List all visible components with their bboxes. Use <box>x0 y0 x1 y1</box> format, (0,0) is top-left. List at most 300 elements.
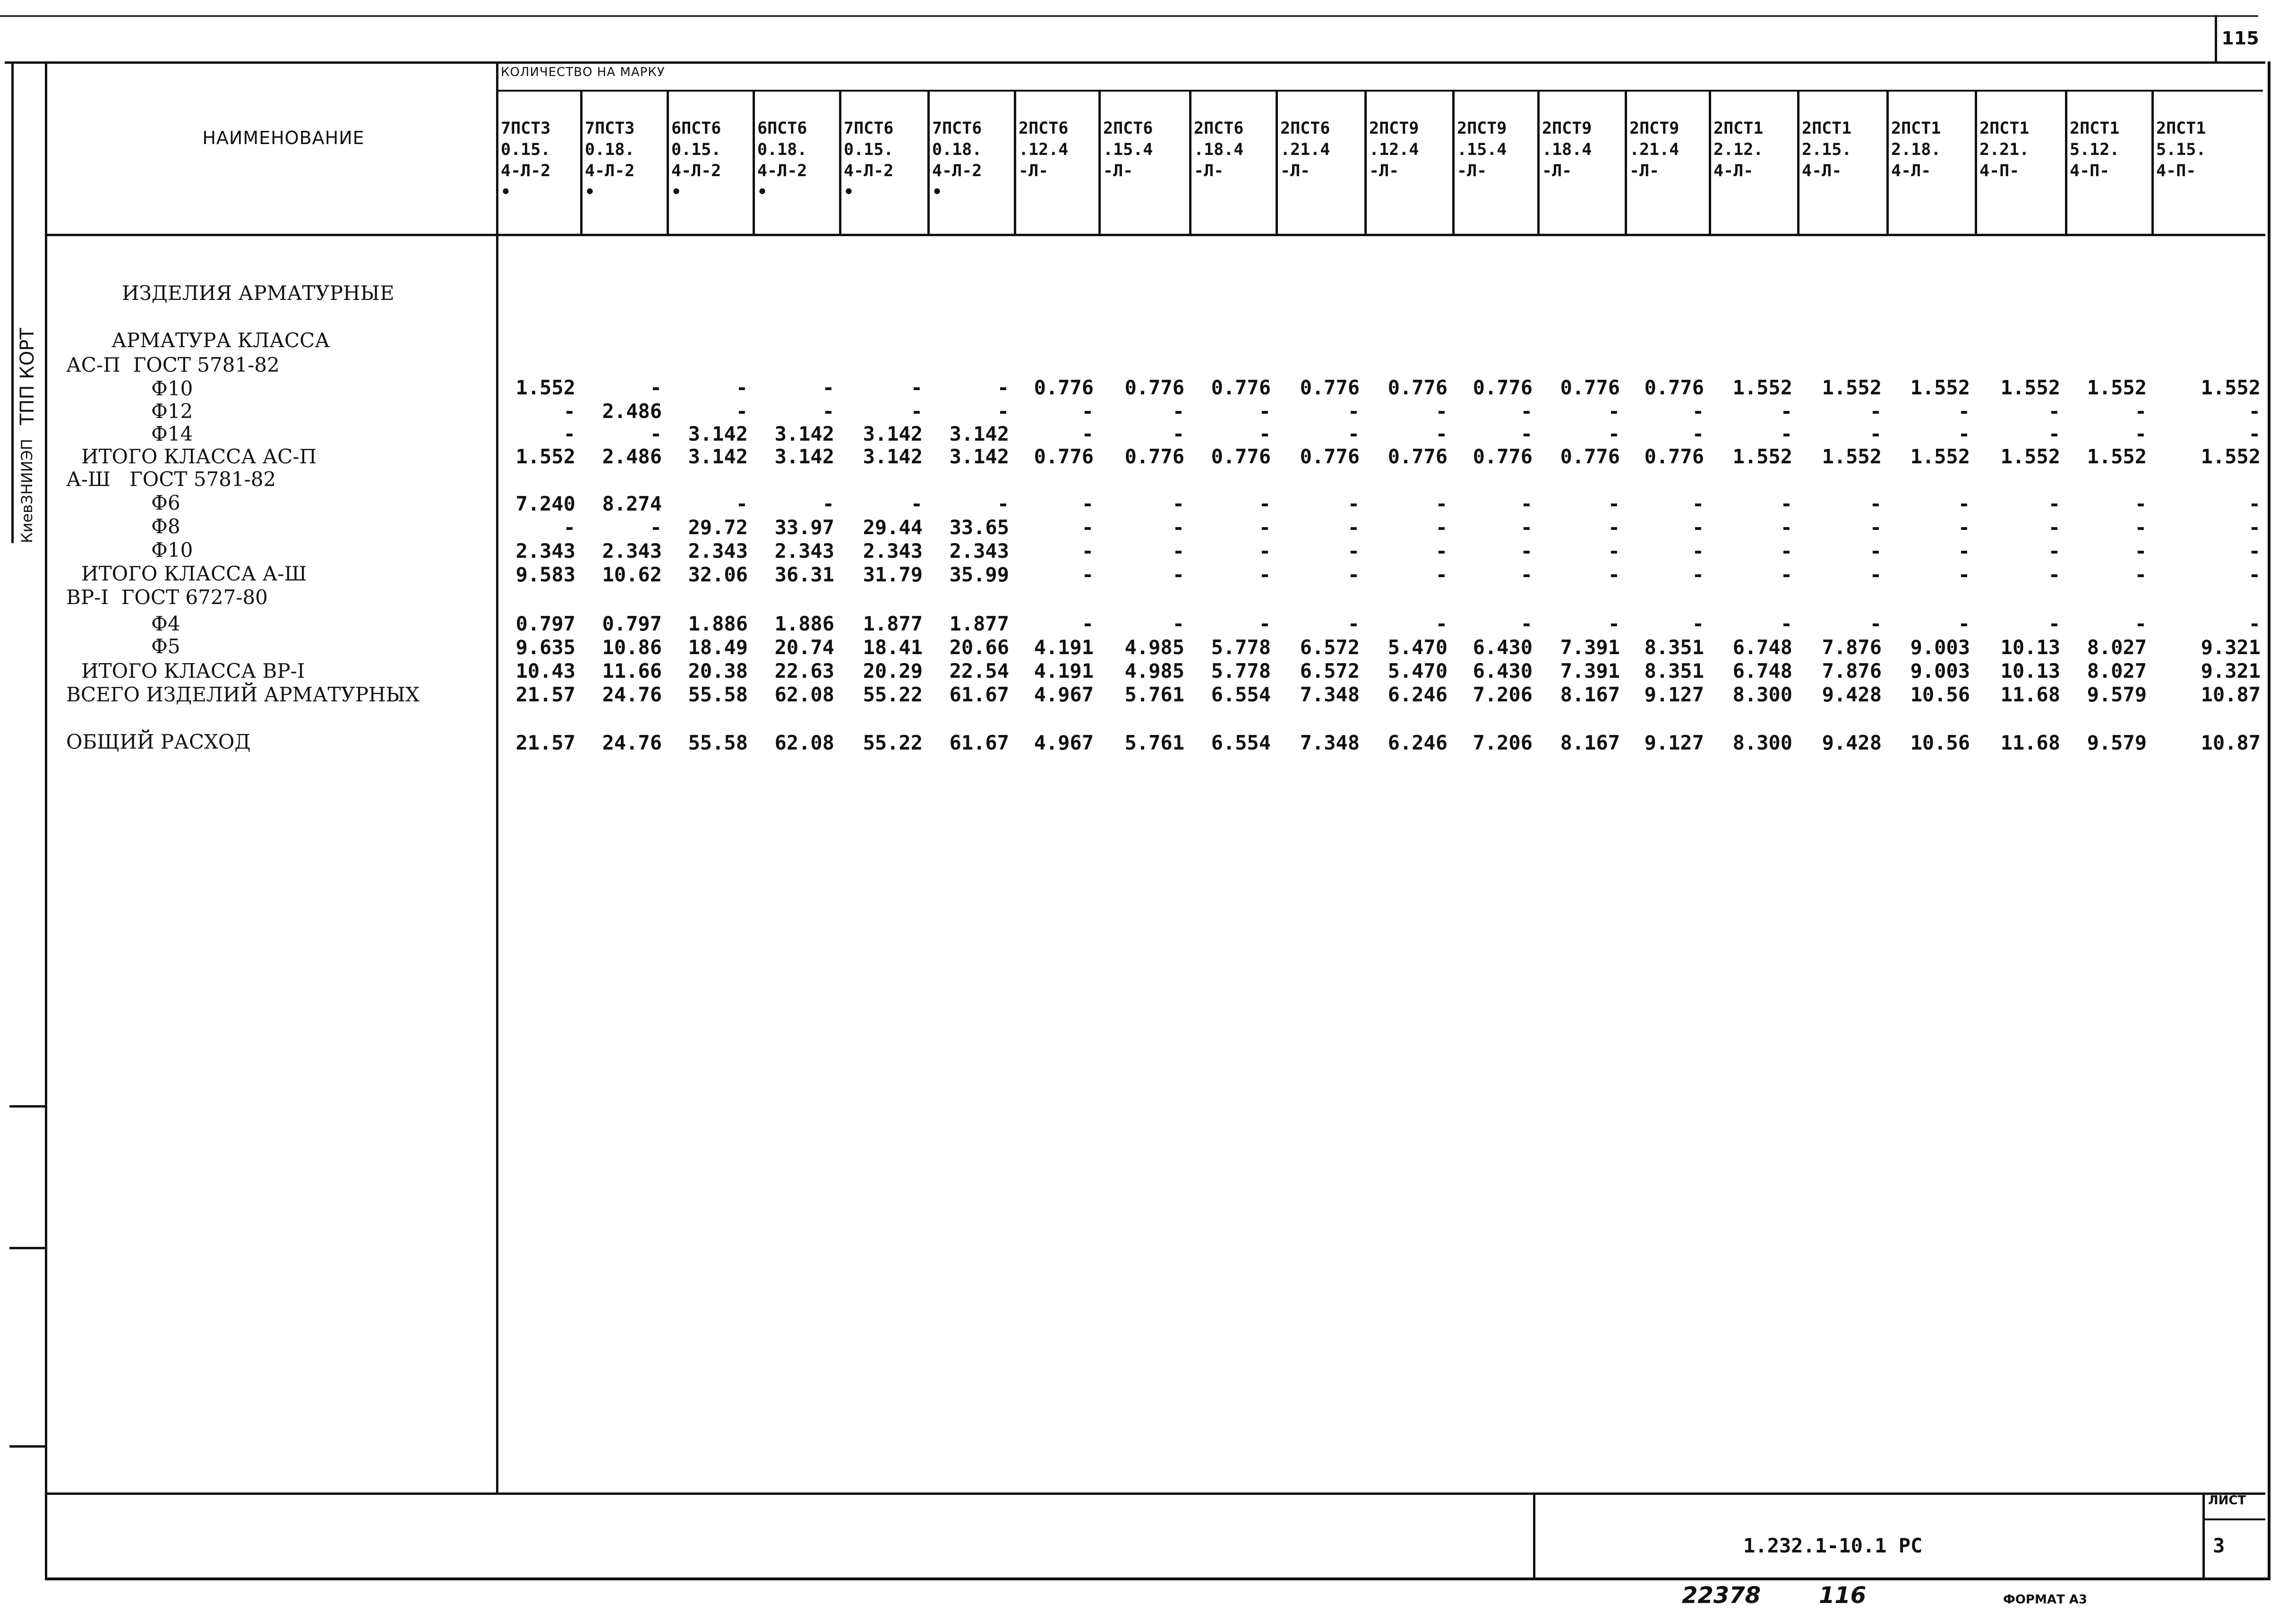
cell-f5: 8.351 <box>1644 636 1704 659</box>
cell-f8: - <box>1608 516 1620 539</box>
column-header: 2ПСТ9 .21.4 -Л- <box>1629 119 1679 180</box>
cell-vsego: 6.246 <box>1388 683 1448 706</box>
side-strip-outer <box>11 61 14 543</box>
cell-f10a: - <box>822 376 834 399</box>
cell-f14: 3.142 <box>688 422 748 445</box>
column-divider <box>2065 90 2067 236</box>
cell-obshiy: 9.127 <box>1644 731 1704 754</box>
column-divider <box>753 90 755 236</box>
cell-itogo_bp1: 9.003 <box>1910 659 1970 682</box>
column-header: 2ПСТ9 .18.4 -Л- <box>1542 119 1592 180</box>
cell-f5: 18.41 <box>863 636 923 659</box>
cell-f8: 33.97 <box>774 516 834 539</box>
label-bp1: ВР-I ГОСТ 6727-80 <box>66 586 268 609</box>
cell-f10a: 0.776 <box>1560 376 1620 399</box>
cell-f14: 3.142 <box>863 422 923 445</box>
cell-f8: - <box>2048 516 2060 539</box>
label-vsego: ВСЕГО ИЗДЕЛИЙ АРМАТУРНЫХ <box>66 683 420 706</box>
column-header: 2ПСТ1 5.15. 4-П- <box>2156 119 2206 180</box>
cell-f10a: 1.552 <box>2201 376 2261 399</box>
label-armclass: АРМАТУРА КЛАССА <box>111 329 330 352</box>
cell-itogo_ac2: 0.776 <box>1388 445 1448 468</box>
cell-f14: - <box>1081 422 1094 445</box>
stamp-top-line <box>45 1492 2265 1495</box>
label-f14: Ф14 <box>151 422 193 445</box>
column-divider <box>927 90 930 236</box>
header-bottom-line <box>45 234 2265 236</box>
cell-itogo_bp1: 4.191 <box>1034 659 1094 682</box>
column-header: 2ПСТ1 2.12. 4-Л- <box>1713 119 1764 180</box>
cell-obshiy: 10.56 <box>1910 731 1970 754</box>
cell-itogo_ac2: 1.552 <box>2000 445 2060 468</box>
cell-f4: - <box>2134 612 2147 635</box>
cell-f10b: 2.343 <box>949 539 1009 563</box>
label-f6: Ф6 <box>151 491 180 514</box>
cell-f6: - <box>2048 492 2060 515</box>
column-divider <box>839 90 841 236</box>
cell-f10a: 1.552 <box>515 376 575 399</box>
cell-f4: - <box>1435 612 1448 635</box>
cell-vsego: 21.57 <box>515 683 575 706</box>
label-f10b: Ф10 <box>151 538 193 562</box>
cell-f4: - <box>1958 612 1970 635</box>
cell-obshiy: 21.57 <box>515 731 575 754</box>
column-divider <box>1886 90 1889 236</box>
cell-f6: - <box>2134 492 2147 515</box>
cell-f6: - <box>1958 492 1970 515</box>
cell-vsego: 9.428 <box>1822 683 1882 706</box>
cell-f5: 18.49 <box>688 636 748 659</box>
cell-f10a: 0.776 <box>1034 376 1094 399</box>
cell-f4: - <box>1780 612 1792 635</box>
cell-f14: - <box>1692 422 1704 445</box>
label-itogo-bp1: ИТОГО КЛАССА ВР-I <box>81 659 305 682</box>
cell-itogo_a3: 35.99 <box>949 563 1009 586</box>
cell-f5: 20.74 <box>774 636 834 659</box>
cell-f4: - <box>2248 612 2261 635</box>
label-ac2: АС-П ГОСТ 5781-82 <box>66 353 280 376</box>
cell-itogo_bp1: 7.876 <box>1822 659 1882 682</box>
cell-vsego: 24.76 <box>602 683 662 706</box>
cell-f10a: - <box>650 376 662 399</box>
column-divider <box>1452 90 1455 236</box>
cell-f12: - <box>1692 400 1704 423</box>
cell-f5: 8.027 <box>2087 636 2147 659</box>
cell-f10a: 0.776 <box>1388 376 1448 399</box>
cell-f14: - <box>650 422 662 445</box>
cell-itogo_bp1: 9.321 <box>2201 659 2261 682</box>
label-a3: А-Ш ГОСТ 5781-82 <box>66 468 276 491</box>
cell-vsego: 7.206 <box>1473 683 1533 706</box>
cell-f10b: - <box>1692 539 1704 563</box>
cell-f10a: 1.552 <box>1732 376 1792 399</box>
cell-f10b: 2.343 <box>863 539 923 563</box>
cell-f5: 7.391 <box>1560 636 1620 659</box>
cell-itogo_a3: - <box>1520 563 1533 586</box>
column-header: 7ПСТ3 0.15. 4-Л-2 • <box>501 119 551 202</box>
cell-itogo_bp1: 8.027 <box>2087 659 2147 682</box>
cell-f10b: - <box>1608 539 1620 563</box>
cell-itogo_bp1: 4.985 <box>1124 659 1184 682</box>
cell-f10a: 1.552 <box>1910 376 1970 399</box>
column-divider <box>1797 90 1799 236</box>
cell-obshiy: 7.348 <box>1300 731 1360 754</box>
cell-f6: - <box>1259 492 1271 515</box>
cell-f8: - <box>650 516 662 539</box>
label-obshiy: ОБЩИЙ РАСХОД <box>66 730 251 753</box>
cell-f10b: - <box>1958 539 1970 563</box>
cell-obshiy: 5.761 <box>1124 731 1184 754</box>
cell-f6: - <box>822 492 834 515</box>
cell-itogo_ac2: 1.552 <box>1822 445 1882 468</box>
cell-f10b: - <box>2134 539 2147 563</box>
cell-f8: - <box>1435 516 1448 539</box>
cell-itogo_a3: 32.06 <box>688 563 748 586</box>
cell-itogo_ac2: 1.552 <box>2201 445 2261 468</box>
side-inst: КиевЗНИИЭП <box>18 439 36 543</box>
cell-f5: 6.748 <box>1732 636 1792 659</box>
column-header: 6ПСТ6 0.15. 4-Л-2 • <box>671 119 721 202</box>
cell-itogo_a3: - <box>1692 563 1704 586</box>
cell-f10a: 0.776 <box>1124 376 1184 399</box>
cell-f8: - <box>1780 516 1792 539</box>
cell-itogo_bp1: 5.470 <box>1388 659 1448 682</box>
cell-itogo_ac2: 3.142 <box>774 445 834 468</box>
cell-f8: - <box>1520 516 1533 539</box>
cell-f14: - <box>1259 422 1271 445</box>
cell-itogo_bp1: 10.13 <box>2000 659 2060 682</box>
left-strip-line <box>45 61 47 1577</box>
cell-itogo_bp1: 7.391 <box>1560 659 1620 682</box>
cell-itogo_a3: - <box>1958 563 1970 586</box>
cell-f12: - <box>1780 400 1792 423</box>
cell-vsego: 55.58 <box>688 683 748 706</box>
cell-f10b: - <box>2048 539 2060 563</box>
cell-f8: - <box>563 516 575 539</box>
cell-f5: 9.003 <box>1910 636 1970 659</box>
cell-f4: 1.877 <box>949 612 1009 635</box>
cell-f8: 29.44 <box>863 516 923 539</box>
cell-f4: - <box>1259 612 1271 635</box>
cell-f5: 10.13 <box>2000 636 2060 659</box>
cell-obshiy: 8.167 <box>1560 731 1620 754</box>
cell-obshiy: 9.428 <box>1822 731 1882 754</box>
cell-f6: - <box>1172 492 1184 515</box>
column-divider <box>1537 90 1540 236</box>
cell-f6: - <box>736 492 748 515</box>
cell-obshiy: 4.967 <box>1034 731 1094 754</box>
column-header: 2ПСТ6 .21.4 -Л- <box>1280 119 1330 180</box>
cell-itogo_ac2: 3.142 <box>949 445 1009 468</box>
cell-f6: - <box>1435 492 1448 515</box>
cell-f14: - <box>1435 422 1448 445</box>
cell-f4: - <box>1520 612 1533 635</box>
cell-f5: 7.876 <box>1822 636 1882 659</box>
label-itogo-ac2: ИТОГО КЛАССА АС-П <box>81 445 317 468</box>
column-header: 2ПСТ6 .15.4 -Л- <box>1103 119 1153 180</box>
cell-f6: 8.274 <box>602 492 662 515</box>
cell-vsego: 7.348 <box>1300 683 1360 706</box>
cell-itogo_bp1: 22.63 <box>774 659 834 682</box>
cell-f14: - <box>1172 422 1184 445</box>
cell-f8: - <box>2134 516 2147 539</box>
cell-itogo_bp1: 6.430 <box>1473 659 1533 682</box>
cell-itogo_bp1: 8.351 <box>1644 659 1704 682</box>
cell-f10b: 2.343 <box>688 539 748 563</box>
label-f5: Ф5 <box>151 635 180 658</box>
cell-f10a: 1.552 <box>2000 376 2060 399</box>
column-divider <box>1189 90 1191 236</box>
column-header: 7ПСТ6 0.15. 4-Л-2 • <box>844 119 894 202</box>
corner-sheet-number: 115 <box>2215 15 2263 64</box>
cell-vsego: 9.127 <box>1644 683 1704 706</box>
cell-f4: 1.877 <box>863 612 923 635</box>
cell-f8: - <box>1259 516 1271 539</box>
cell-f14: - <box>563 422 575 445</box>
cell-f14: 3.142 <box>949 422 1009 445</box>
cell-f10a: 1.552 <box>1822 376 1882 399</box>
cell-f5: 9.635 <box>515 636 575 659</box>
name-col-divider <box>496 61 498 1492</box>
cell-f5: 20.66 <box>949 636 1009 659</box>
cell-f10a: - <box>736 376 748 399</box>
stamp-list-divider <box>2202 1492 2205 1577</box>
cell-obshiy: 8.300 <box>1732 731 1792 754</box>
cell-itogo_bp1: 6.572 <box>1300 659 1360 682</box>
cell-obshiy: 10.87 <box>2201 731 2261 754</box>
cell-vsego: 8.300 <box>1732 683 1792 706</box>
cell-f10b: 2.343 <box>602 539 662 563</box>
cell-f8: - <box>1347 516 1360 539</box>
cell-itogo_a3: - <box>2248 563 2261 586</box>
column-divider <box>1014 90 1016 236</box>
cell-f12: - <box>1608 400 1620 423</box>
cell-itogo_bp1: 20.38 <box>688 659 748 682</box>
cell-f6: - <box>1520 492 1533 515</box>
cell-itogo_a3: - <box>1869 563 1882 586</box>
footer-page-no: 116 <box>1819 1582 1867 1609</box>
cell-vsego: 10.56 <box>1910 683 1970 706</box>
cell-f8: 33.65 <box>949 516 1009 539</box>
column-divider <box>1709 90 1711 236</box>
cell-itogo_ac2: 1.552 <box>1910 445 1970 468</box>
cell-obshiy: 24.76 <box>602 731 662 754</box>
column-header: 2ПСТ9 .12.4 -Л- <box>1369 119 1419 180</box>
cell-itogo_ac2: 0.776 <box>1644 445 1704 468</box>
cell-itogo_bp1: 10.43 <box>515 659 575 682</box>
cell-f10b: - <box>1259 539 1271 563</box>
cell-itogo_ac2: 0.776 <box>1034 445 1094 468</box>
footer-inventory-no: 22378 <box>1682 1582 1761 1609</box>
cell-f4: - <box>1347 612 1360 635</box>
cell-f14: - <box>1347 422 1360 445</box>
cell-f12: - <box>1172 400 1184 423</box>
cell-itogo_a3: - <box>2134 563 2147 586</box>
cell-itogo_bp1: 20.29 <box>863 659 923 682</box>
cell-itogo_ac2: 0.776 <box>1473 445 1533 468</box>
column-header: 2ПСТ1 5.12. 4-П- <box>2070 119 2120 180</box>
cell-f10b: - <box>2248 539 2261 563</box>
column-divider <box>2151 90 2154 236</box>
cell-f10a: 0.776 <box>1473 376 1533 399</box>
cell-f10a: - <box>910 376 923 399</box>
cell-f5: 9.321 <box>2201 636 2261 659</box>
cell-itogo_a3: - <box>1435 563 1448 586</box>
cell-itogo_ac2: 1.552 <box>1732 445 1792 468</box>
label-f12: Ф12 <box>151 400 193 423</box>
column-divider <box>1098 90 1101 236</box>
cell-itogo_a3: - <box>1259 563 1271 586</box>
cell-f6: - <box>1692 492 1704 515</box>
cell-obshiy: 55.58 <box>688 731 748 754</box>
cell-itogo_ac2: 0.776 <box>1560 445 1620 468</box>
stamp-list-number: 3 <box>2213 1534 2225 1557</box>
cell-f5: 10.86 <box>602 636 662 659</box>
cell-f10b: - <box>1869 539 1882 563</box>
column-divider <box>1625 90 1627 236</box>
cell-itogo_a3: - <box>2048 563 2060 586</box>
column-header: 2ПСТ1 2.18. 4-Л- <box>1891 119 1941 180</box>
cell-f8: - <box>1692 516 1704 539</box>
cell-f8: - <box>1081 516 1094 539</box>
cell-vsego: 61.67 <box>949 683 1009 706</box>
cell-vsego: 5.761 <box>1124 683 1184 706</box>
cell-f6: - <box>1347 492 1360 515</box>
header-qty-label: КОЛИЧЕСТВО НА МАРКУ <box>501 65 665 79</box>
cell-f4: 1.886 <box>774 612 834 635</box>
cell-obshiy: 61.67 <box>949 731 1009 754</box>
cell-f12: - <box>563 400 575 423</box>
column-divider <box>580 90 583 236</box>
cell-f12: - <box>1520 400 1533 423</box>
column-divider <box>667 90 669 236</box>
cell-f12: - <box>910 400 923 423</box>
stamp-doc-code: 1.232.1-10.1 РС <box>1743 1534 1923 1557</box>
cell-f4: - <box>1172 612 1184 635</box>
cell-f6: - <box>1869 492 1882 515</box>
cell-itogo_ac2: 0.776 <box>1124 445 1184 468</box>
cell-itogo_ac2: 0.776 <box>1300 445 1360 468</box>
label-f10a: Ф10 <box>151 377 193 400</box>
cell-f12: - <box>1435 400 1448 423</box>
cell-f12: - <box>822 400 834 423</box>
frame-top-line <box>5 61 2265 64</box>
cell-f4: - <box>1869 612 1882 635</box>
cell-f5: 5.470 <box>1388 636 1448 659</box>
cell-f14: - <box>2248 422 2261 445</box>
cell-f14: 3.142 <box>774 422 834 445</box>
cell-f10b: - <box>1172 539 1184 563</box>
cell-vsego: 8.167 <box>1560 683 1620 706</box>
cell-f4: - <box>2048 612 2060 635</box>
cell-obshiy: 9.579 <box>2087 731 2147 754</box>
stamp-divider <box>1533 1492 1535 1577</box>
column-header: 2ПСТ6 .12.4 -Л- <box>1019 119 1069 180</box>
cell-f6: - <box>1081 492 1094 515</box>
column-header: 6ПСТ6 0.18. 4-Л-2 • <box>757 119 807 202</box>
cell-itogo_ac2: 0.776 <box>1211 445 1271 468</box>
top-border <box>0 15 2258 17</box>
cell-f4: - <box>1692 612 1704 635</box>
cell-itogo_a3: 36.31 <box>774 563 834 586</box>
cell-itogo_a3: - <box>1081 563 1094 586</box>
column-header: 2ПСТ1 2.21. 4-П- <box>1979 119 2030 180</box>
cell-itogo_a3: - <box>1608 563 1620 586</box>
cell-itogo_ac2: 2.486 <box>602 445 662 468</box>
column-divider <box>1364 90 1367 236</box>
label-f8: Ф8 <box>151 515 180 538</box>
cell-itogo_bp1: 5.778 <box>1211 659 1271 682</box>
side-tick-1 <box>9 1105 47 1108</box>
cell-f10b: - <box>1081 539 1094 563</box>
cell-f10b: - <box>1520 539 1533 563</box>
cell-itogo_bp1: 22.54 <box>949 659 1009 682</box>
cell-f10a: - <box>997 376 1009 399</box>
cell-f10a: 0.776 <box>1300 376 1360 399</box>
cell-obshiy: 11.68 <box>2000 731 2060 754</box>
cell-vsego: 55.22 <box>863 683 923 706</box>
cell-f14: - <box>1608 422 1620 445</box>
label-itogo-a3: ИТОГО КЛАССА А-Ш <box>81 562 307 585</box>
cell-f6: - <box>1608 492 1620 515</box>
footer-format: ФОРМАТ А3 <box>2003 1593 2087 1607</box>
cell-f5: 4.191 <box>1034 636 1094 659</box>
cell-f4: 1.886 <box>688 612 748 635</box>
cell-f4: 0.797 <box>602 612 662 635</box>
cell-f12: - <box>1958 400 1970 423</box>
cell-itogo_ac2: 1.552 <box>2087 445 2147 468</box>
stamp-list-label: ЛИСТ <box>2208 1493 2246 1508</box>
column-header: 2ПСТ1 2.15. 4-Л- <box>1802 119 1852 180</box>
cell-f12: - <box>2248 400 2261 423</box>
cell-itogo_ac2: 3.142 <box>688 445 748 468</box>
cell-f4: - <box>1081 612 1094 635</box>
cell-f6: - <box>910 492 923 515</box>
cell-f10b: 2.343 <box>515 539 575 563</box>
cell-vsego: 9.579 <box>2087 683 2147 706</box>
column-header: 2ПСТ9 .15.4 -Л- <box>1457 119 1507 180</box>
cell-obshiy: 62.08 <box>774 731 834 754</box>
cell-f6: - <box>997 492 1009 515</box>
cell-f10a: 0.776 <box>1644 376 1704 399</box>
cell-f8: - <box>1958 516 1970 539</box>
cell-f8: - <box>1869 516 1882 539</box>
stamp-list-line <box>2202 1518 2265 1520</box>
side-org: ТПП КОРТ <box>17 328 38 425</box>
cell-itogo_ac2: 1.552 <box>515 445 575 468</box>
side-tick-3 <box>9 1445 47 1448</box>
cell-f10b: - <box>1780 539 1792 563</box>
cell-itogo_a3: - <box>1780 563 1792 586</box>
cell-f12: - <box>1347 400 1360 423</box>
qty-header-line <box>496 90 2263 92</box>
cell-f8: - <box>1172 516 1184 539</box>
cell-vsego: 6.554 <box>1211 683 1271 706</box>
cell-obshiy: 6.246 <box>1388 731 1448 754</box>
column-header: 2ПСТ6 .18.4 -Л- <box>1194 119 1244 180</box>
header-name-label: НАИМЕНОВАНИЕ <box>202 128 365 148</box>
cell-itogo_a3: 10.62 <box>602 563 662 586</box>
label-f4: Ф4 <box>151 612 180 635</box>
cell-vsego: 4.967 <box>1034 683 1094 706</box>
cell-obshiy: 6.554 <box>1211 731 1271 754</box>
cell-f6: - <box>1780 492 1792 515</box>
cell-f14: - <box>1520 422 1533 445</box>
cell-obshiy: 55.22 <box>863 731 923 754</box>
cell-vsego: 11.68 <box>2000 683 2060 706</box>
cell-f10b: - <box>1347 539 1360 563</box>
cell-itogo_ac2: 3.142 <box>863 445 923 468</box>
